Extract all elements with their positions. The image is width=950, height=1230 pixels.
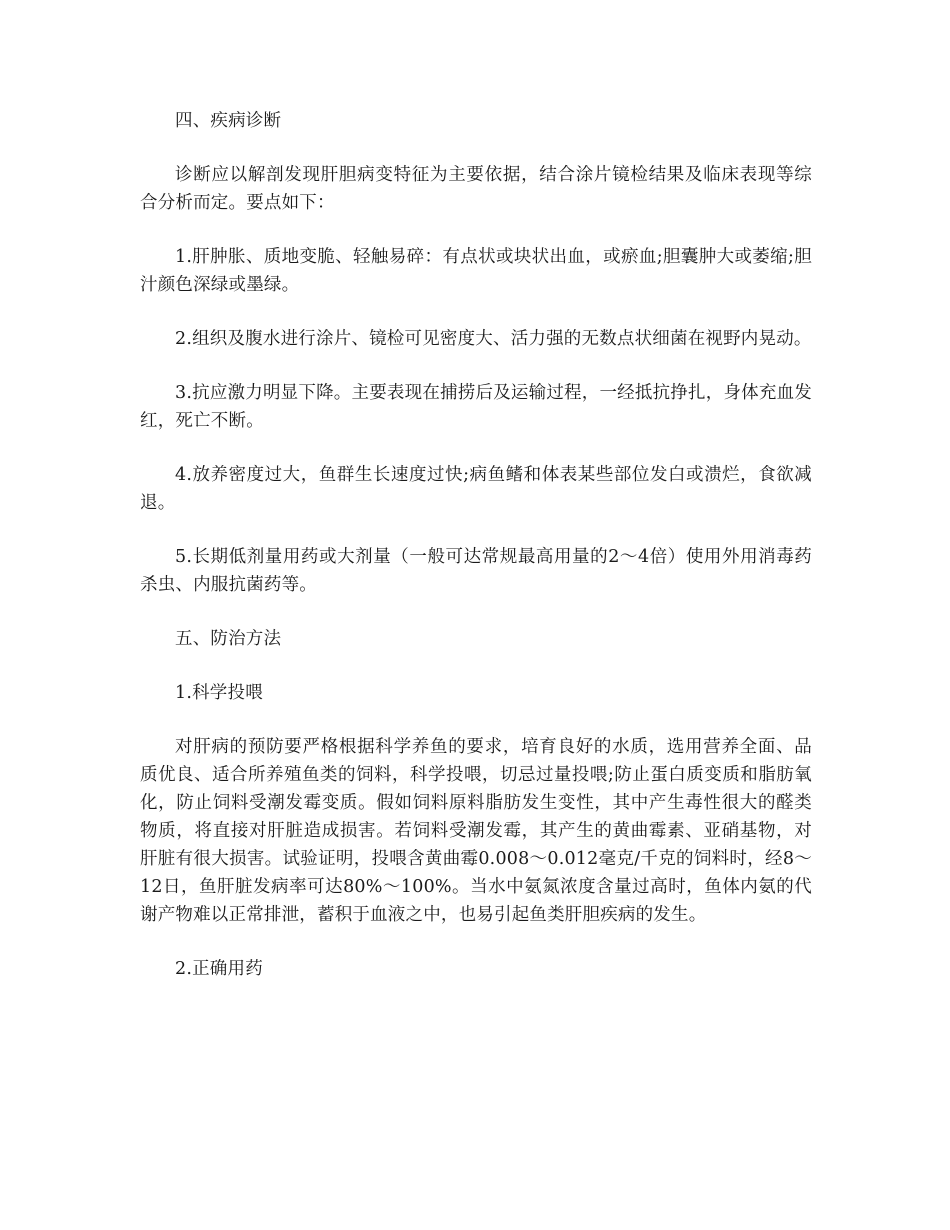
- diagnosis-point-2: 2.组织及腹水进行涂片、镜检可见密度大、活力强的无数点状细菌在视野内晃动。: [175, 329, 812, 349]
- subsection-heading-feeding: 1.科学投喂: [175, 683, 263, 703]
- diagnosis-intro: 诊断应以解剖发现肝胆病变特征为主要依据，结合涂片镜检结果及临床表现等综合分析而定。要点如下：: [140, 165, 812, 213]
- feeding-paragraph: 对肝病的预防要严格根据科学养鱼的要求，培育良好的水质，选用营养全面、品质优良、适合所养殖鱼类的饲料，科学投喂，切忌过量投喂;防止蛋白质变质和脂肪氧化，防止饲料受潮发霉变质。假如饲料原料脂肪发生变性，其中产生毒性很大的醛类物质，将直接对肝脏造成损害。若饲料受潮发霉，其产生的黄曲霉素、亚硝基物，对肝脏有很大损害。试验证明，投喂含黄曲霉0.008～0.012毫克/千克的饲料时，经8～12日，鱼肝脏发病率可达80%～100%。当水中氨氮浓度含量过高时，鱼体内氨的代谢产物难以正常排泄，蓄积于血液之中，也易引起鱼类肝胆疾病的发生。: [140, 737, 812, 925]
- section-heading-diagnosis: 四、疾病诊断: [175, 111, 282, 131]
- section-heading-prevention: 五、防治方法: [175, 629, 282, 649]
- diagnosis-point-3: 3.抗应激力明显下降。主要表现在捕捞后及运输过程，一经抵抗挣扎，身体充血发红，死亡不断。: [140, 383, 812, 431]
- diagnosis-point-4: 4.放养密度过大，鱼群生长速度过快;病鱼鳍和体表某些部位发白或溃烂，食欲减退。: [140, 465, 812, 513]
- document-page: [140, 107, 812, 1009]
- diagnosis-point-1: 1.肝肿胀、质地变脆、轻触易碎：有点状或块状出血，或瘀血;胆囊肿大或萎缩;胆汁颜色深绿或墨绿。: [140, 247, 812, 295]
- diagnosis-point-5: 5.长期低剂量用药或大剂量（一般可达常规最高用量的2～4倍）使用外用消毒药杀虫、内服抗菌药等。: [140, 547, 812, 595]
- subsection-heading-medication: 2.正确用药: [175, 959, 263, 979]
